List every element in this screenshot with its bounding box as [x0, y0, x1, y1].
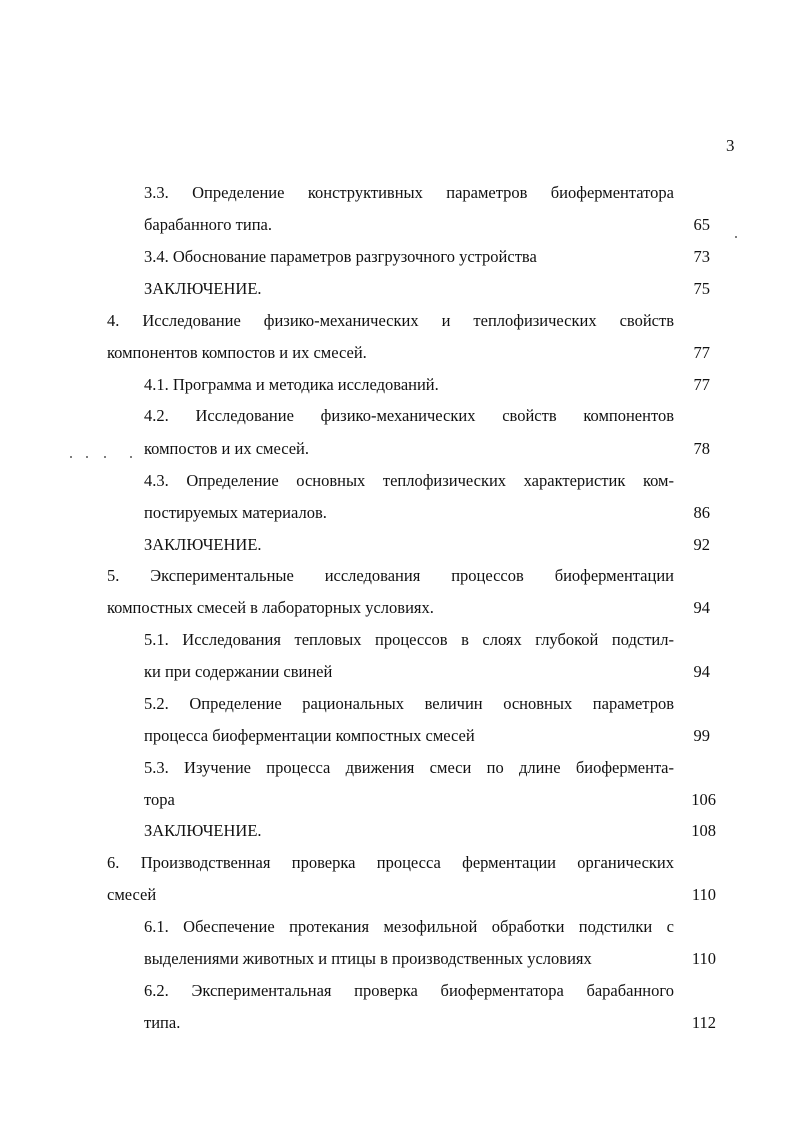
toc-chapter-5-line2: компостных смесей в лабораторных условиях. — [107, 598, 434, 617]
toc-page-conclusion-3: 75 — [693, 279, 710, 298]
toc-entry-4-3-line2: постируемых материалов. — [144, 503, 327, 522]
toc-entry-conclusion-3: ЗАКЛЮЧЕНИЕ. — [144, 279, 262, 298]
toc-entry-6-1-line2: выделениями животных и птицы в производственных условиях — [144, 949, 592, 968]
toc-entry-4-2-line1: 4.2. Исследование физико-механических свойств компонентов — [144, 406, 674, 425]
toc-entry-6-1-line1: 6.1. Обеспечение протекания мезофильной обработки подстилки с — [144, 917, 674, 936]
toc-page-chapter-4: 77 — [693, 343, 710, 362]
toc-chapter-6-line1: 6. Производственная проверка процесса ферментации органических — [107, 853, 674, 872]
toc-page-4-2: 78 — [693, 439, 710, 458]
toc-entry-3-4: 3.4. Обоснование параметров разгрузочного устройства — [144, 247, 537, 266]
toc-entry-5-3-line1: 5.3. Изучение процесса движения смеси по длине биоферментa- — [144, 758, 674, 777]
toc-entry-5-2-line1: 5.2. Определение рациональных величин основных параметров — [144, 694, 674, 713]
toc-entry-4-3-line1: 4.3. Определение основных теплофизических характеристик ком- — [144, 471, 674, 490]
toc-page-5-3: 106 — [691, 790, 716, 809]
scan-speck — [104, 456, 106, 458]
toc-entry-5-3-line2: тора — [144, 790, 175, 809]
toc-chapter-6-line2: смесей — [107, 885, 157, 904]
toc-entry-3-3-line2: барабанного типа. — [144, 215, 272, 234]
toc-chapter-4-line2: компонентов компостов и их смесей. — [107, 343, 367, 362]
scan-speck — [70, 456, 72, 458]
toc-entry-3-3-line1: 3.3. Определение конструктивных параметров биоферментатора — [144, 183, 674, 202]
toc-page-4-1: 77 — [693, 375, 710, 394]
toc-page-conclusion-5: 108 — [691, 821, 716, 840]
toc-entry-4-2-line2: компостов и их смесей. — [144, 439, 309, 458]
toc-entry-5-1-line2: ки при содержании свиней — [144, 662, 333, 681]
toc-entry-conclusion-4: ЗАКЛЮЧЕНИЕ. — [144, 535, 262, 554]
toc-page-3-4: 73 — [693, 247, 710, 266]
scan-speck — [130, 456, 132, 458]
toc-entry-6-2-line2: типа. — [144, 1013, 181, 1032]
toc-page-6-1: 110 — [691, 949, 716, 968]
toc-page-conclusion-4: 92 — [693, 535, 710, 554]
toc-entry-conclusion-5: ЗАКЛЮЧЕНИЕ. — [144, 821, 262, 840]
toc-page-6-2: 112 — [691, 1013, 716, 1032]
toc-entry-5-1-line1: 5.1. Исследования тепловых процессов в слоях глубокой подстил- — [144, 630, 674, 649]
toc-entry-5-2-line2: процесса биоферментации компостных смесей — [144, 726, 475, 745]
toc-page-5-1: 94 — [693, 662, 710, 681]
toc-page-chapter-6: 110 — [691, 885, 716, 904]
toc-chapter-5-line1: 5. Экспериментальные исследования процессов биоферментации — [107, 566, 674, 585]
toc-entry-6-2-line1: 6.2. Экспериментальная проверка биоферментатора барабанного — [144, 981, 674, 1000]
toc-page-5-2: 99 — [693, 726, 710, 745]
toc-entry-4-1: 4.1. Программа и методика исследований. — [144, 375, 439, 394]
page-number: 3 — [726, 136, 735, 155]
toc-page-3-3: 65 — [693, 215, 710, 234]
scan-speck — [86, 456, 88, 458]
toc-page-chapter-5: 94 — [693, 598, 710, 617]
toc-chapter-4-line1: 4. Исследование физико-механических и теплофизических свойств — [107, 311, 674, 330]
scan-speck — [735, 236, 737, 238]
toc-page-4-3: 86 — [693, 503, 710, 522]
